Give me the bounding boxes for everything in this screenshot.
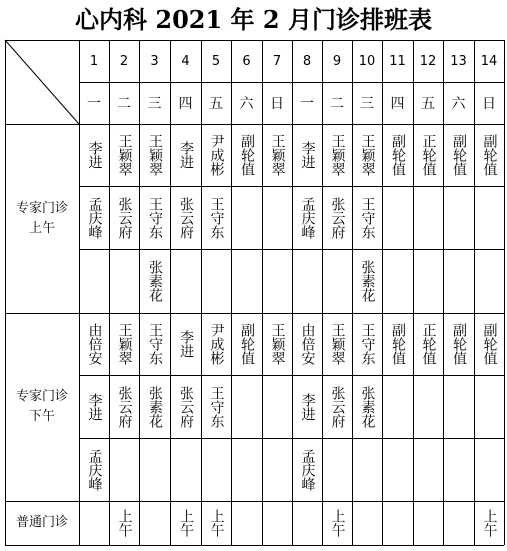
expert-am-cell <box>474 124 504 186</box>
expert-am-cell-text: 王守东 <box>208 196 225 239</box>
day-number <box>322 40 352 82</box>
general-cell <box>170 501 201 545</box>
expert-am-cell-text: 李进 <box>178 141 194 169</box>
expert-pm-cell <box>352 375 382 438</box>
expert-pm-cell-text: 李进 <box>86 392 103 421</box>
expert-am-cell <box>322 186 352 249</box>
expert-pm-cell-text: 副轮值 <box>390 323 406 365</box>
expert-am-cell <box>109 124 139 186</box>
expert-am-cell-text: 尹成彬 <box>208 134 225 176</box>
weekday-text: 日 <box>482 96 496 112</box>
expert-pm-cell <box>474 313 504 375</box>
expert-pm-cell <box>109 313 139 375</box>
expert-pm-cell <box>292 438 322 501</box>
general-cell <box>322 501 352 545</box>
schedule-title: 心内科 2021 年 2 月门诊排班表 <box>75 5 432 34</box>
general-cell <box>474 501 504 545</box>
expert-pm-cell-text: 李进 <box>299 392 316 421</box>
expert-am-cell <box>79 186 109 249</box>
expert-am-cell <box>382 124 413 186</box>
expert-pm-cell <box>322 375 352 438</box>
expert-pm-cell-text: 孟庆峰 <box>86 448 103 491</box>
weekday-text: 一 <box>87 96 101 112</box>
expert-pm-cell <box>352 313 382 375</box>
section-label-expert-pm <box>5 313 79 501</box>
expert-pm-cell <box>79 375 109 438</box>
header-diagonal <box>5 40 79 124</box>
day-number <box>292 40 322 82</box>
general-cell-text: 上午 <box>178 509 194 537</box>
expert-pm-cell-text: 李进 <box>178 330 194 358</box>
expert-pm-cell <box>292 375 322 438</box>
expert-pm-cell-text: 副轮值 <box>451 323 467 365</box>
weekday <box>109 82 139 124</box>
weekday <box>139 82 170 124</box>
expert-pm-cell-text: 由倍安 <box>86 323 103 365</box>
weekday-text: 六 <box>451 96 466 112</box>
expert-am-cell-text: 张云府 <box>178 196 194 239</box>
general-cell <box>201 501 231 545</box>
expert-pm-cell <box>79 313 109 375</box>
expert-am-cell <box>413 124 443 186</box>
section-label-expert-pm-text: 专家门诊下午 <box>16 389 69 424</box>
expert-am-cell-text: 李进 <box>299 141 316 169</box>
expert-pm-cell-text: 王颖翠 <box>116 323 133 365</box>
weekday-text: 日 <box>270 96 284 112</box>
expert-am-cell-text: 王守东 <box>147 196 163 239</box>
expert-am-cell <box>262 124 292 186</box>
expert-pm-cell-text: 王守东 <box>208 385 225 428</box>
expert-am-cell-text: 副轮值 <box>390 134 406 176</box>
expert-am-cell <box>79 124 109 186</box>
weekday <box>352 82 382 124</box>
expert-pm-cell <box>201 375 231 438</box>
expert-pm-cell <box>443 313 474 375</box>
expert-am-cell-text: 张云府 <box>116 196 133 239</box>
expert-pm-cell-text: 王颖翠 <box>269 323 286 365</box>
day-number <box>201 40 231 82</box>
general-cell <box>109 501 139 545</box>
expert-am-cell <box>352 249 382 313</box>
general-cell-text: 上午 <box>481 509 498 537</box>
day-number <box>139 40 170 82</box>
section-label-expert-am <box>5 124 79 313</box>
expert-pm-cell <box>139 313 170 375</box>
expert-am-cell-text: 李进 <box>86 141 103 169</box>
expert-am-cell <box>352 124 382 186</box>
expert-am-cell-text: 王颖翠 <box>329 134 346 176</box>
day-number-text: 6 <box>242 53 251 69</box>
section-label-general-text: 普通门诊 <box>16 515 69 530</box>
expert-pm-cell-text: 王守东 <box>359 323 376 365</box>
weekday <box>201 82 231 124</box>
day-number-text: 1 <box>89 53 99 69</box>
weekday <box>79 82 109 124</box>
expert-pm-cell-text: 尹成彬 <box>208 323 225 365</box>
day-number-text: 14 <box>480 53 498 69</box>
expert-am-cell-text: 王颖翠 <box>116 134 133 176</box>
weekday-text: 五 <box>209 96 223 112</box>
expert-am-cell-text: 孟庆峰 <box>86 196 103 239</box>
expert-am-cell <box>292 124 322 186</box>
day-number-text: 7 <box>272 53 282 69</box>
weekday-text: 一 <box>300 96 314 112</box>
weekday-text: 六 <box>239 96 254 112</box>
general-cell-text: 上午 <box>116 509 133 537</box>
day-number <box>79 40 109 82</box>
day-number-text: 12 <box>419 53 437 69</box>
expert-pm-cell <box>170 375 201 438</box>
section-label-general <box>5 501 79 545</box>
expert-pm-cell-text: 王颖翠 <box>329 323 346 365</box>
section-label-expert-am-text: 专家门诊上午 <box>16 200 69 236</box>
expert-am-cell <box>139 186 170 249</box>
expert-pm-cell <box>322 313 352 375</box>
day-number-text: 13 <box>450 53 467 69</box>
weekday-text: 二 <box>117 96 131 112</box>
expert-pm-cell-text: 孟庆峰 <box>299 448 316 491</box>
expert-am-cell-text: 王颖翠 <box>147 134 163 176</box>
weekday <box>443 82 474 124</box>
expert-pm-cell <box>139 375 170 438</box>
day-number <box>443 40 474 82</box>
weekday <box>170 82 201 124</box>
expert-pm-cell-text: 王守东 <box>147 323 163 365</box>
expert-pm-cell-text: 副轮值 <box>481 323 498 365</box>
expert-am-cell <box>201 124 231 186</box>
expert-pm-cell-text: 由倍安 <box>299 323 316 365</box>
weekday <box>322 82 352 124</box>
expert-pm-cell-text: 张云府 <box>329 385 346 428</box>
expert-am-cell <box>170 124 201 186</box>
weekday <box>413 82 443 124</box>
expert-am-cell-text: 张素花 <box>147 260 163 302</box>
day-number-text: 9 <box>332 53 342 69</box>
expert-am-cell-text: 张素花 <box>359 260 376 302</box>
weekday-text: 三 <box>147 96 162 112</box>
expert-pm-cell-text: 张素花 <box>147 385 163 428</box>
expert-pm-cell <box>109 375 139 438</box>
day-number <box>352 40 382 82</box>
expert-pm-cell <box>292 313 322 375</box>
expert-am-cell-text: 王颖翠 <box>359 134 376 176</box>
expert-pm-cell <box>382 313 413 375</box>
expert-am-cell <box>201 186 231 249</box>
day-number <box>474 40 504 82</box>
expert-pm-cell-text: 副轮值 <box>239 323 255 365</box>
expert-pm-cell <box>201 313 231 375</box>
expert-am-cell-text: 副轮值 <box>239 134 255 176</box>
weekday <box>262 82 292 124</box>
day-number <box>231 40 262 82</box>
expert-am-cell-text: 副轮值 <box>451 134 467 176</box>
day-number-text: 3 <box>150 53 159 69</box>
weekday <box>231 82 262 124</box>
expert-pm-cell-text: 正轮值 <box>420 323 437 365</box>
expert-am-cell-text: 张云府 <box>329 196 346 239</box>
expert-am-cell <box>231 124 262 186</box>
expert-pm-cell <box>231 313 262 375</box>
expert-am-cell <box>352 186 382 249</box>
expert-am-cell-text: 孟庆峰 <box>299 196 316 239</box>
day-number-text: 4 <box>181 53 190 69</box>
weekday-text: 五 <box>421 96 435 112</box>
day-number <box>109 40 139 82</box>
expert-am-cell <box>443 124 474 186</box>
weekday-text: 四 <box>390 96 405 112</box>
weekday <box>474 82 504 124</box>
weekday-text: 二 <box>330 96 344 112</box>
expert-am-cell <box>322 124 352 186</box>
day-number <box>170 40 201 82</box>
expert-pm-cell <box>79 438 109 501</box>
weekday <box>382 82 413 124</box>
expert-am-cell <box>109 186 139 249</box>
day-number-text: 2 <box>119 53 129 69</box>
day-number-text: 8 <box>302 53 312 69</box>
expert-pm-cell-text: 张云府 <box>116 385 133 428</box>
expert-pm-cell <box>413 313 443 375</box>
expert-pm-cell-text: 张云府 <box>178 385 194 428</box>
expert-pm-cell-text: 张素花 <box>359 385 376 428</box>
day-number-text: 11 <box>389 53 406 69</box>
expert-am-cell <box>139 124 170 186</box>
day-number-text: 10 <box>358 53 376 69</box>
weekday-text: 三 <box>360 96 374 112</box>
expert-am-cell <box>292 186 322 249</box>
day-number <box>382 40 413 82</box>
general-cell-text: 上午 <box>208 509 225 537</box>
expert-pm-cell <box>170 313 201 375</box>
expert-pm-cell <box>262 313 292 375</box>
day-number <box>413 40 443 82</box>
expert-am-cell-text: 正轮值 <box>420 134 437 176</box>
expert-am-cell <box>170 186 201 249</box>
day-number <box>262 40 292 82</box>
expert-am-cell-text: 副轮值 <box>481 134 498 176</box>
expert-am-cell <box>139 249 170 313</box>
weekday <box>292 82 322 124</box>
expert-am-cell-text: 王颖翠 <box>269 134 286 176</box>
general-cell-text: 上午 <box>329 509 346 537</box>
weekday-text: 四 <box>178 96 193 112</box>
expert-am-cell-text: 王守东 <box>359 196 376 239</box>
day-number-text: 5 <box>211 53 221 69</box>
